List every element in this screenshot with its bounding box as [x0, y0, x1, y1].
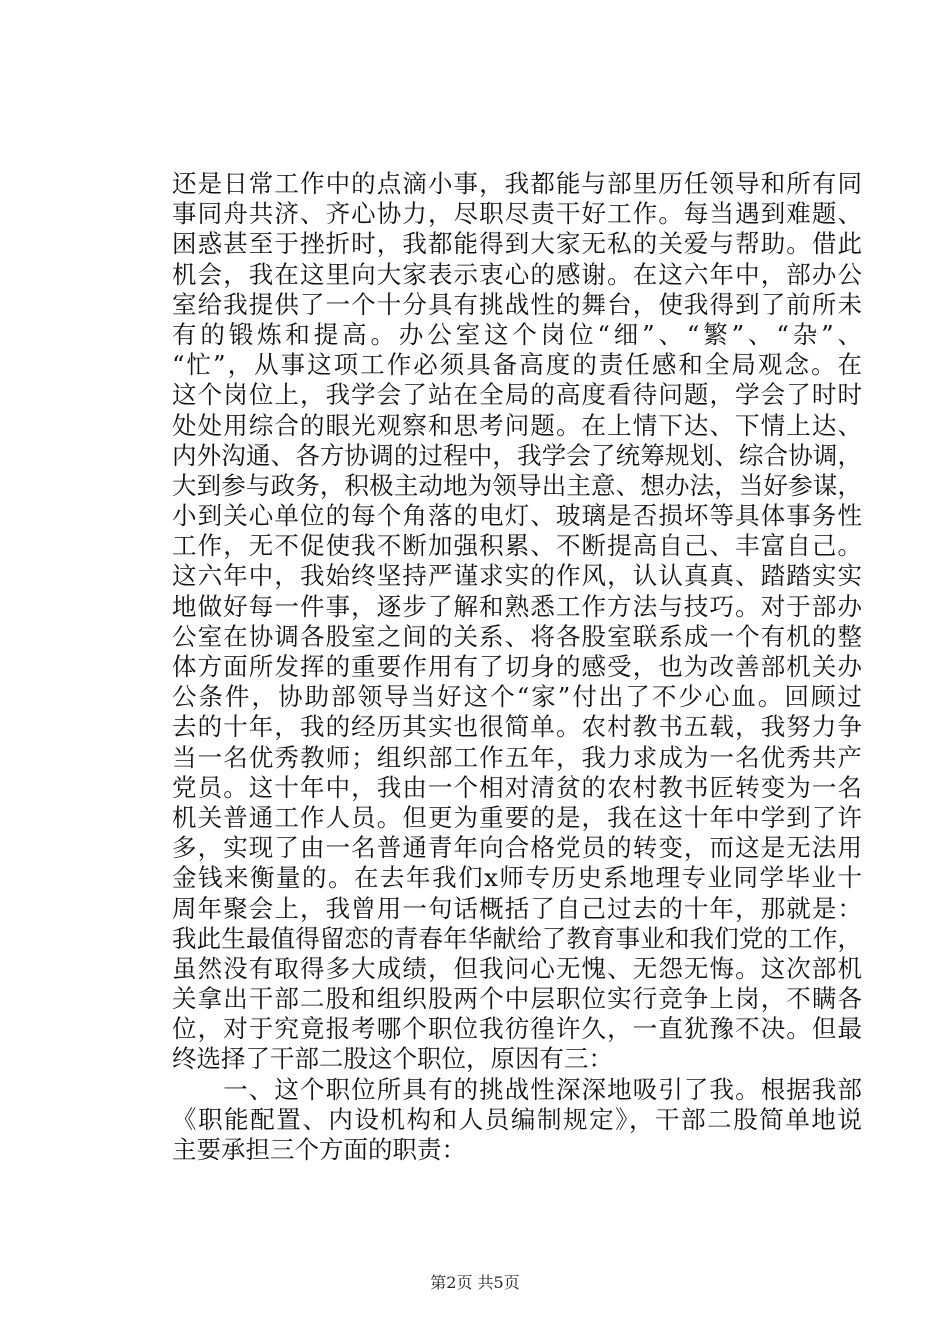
text-line: 机关普通工作人员。但更为重要的是，我在这十年中学到了许	[172, 802, 862, 832]
text-line: 当一名优秀教师；组织部工作五年，我力求成为一名优秀共产	[172, 742, 862, 772]
text-line: 位，对于究竟报考哪个职位我彷徨许久，一直犹豫不决。但最	[172, 1014, 862, 1044]
text-line: 虽然没有取得多大成绩，但我问心无愧、无怨无悔。这次部机	[172, 953, 862, 983]
page-footer: 第2页 共5页	[430, 1273, 520, 1292]
text-line: 内外沟通、各方协调的过程中，我学会了统筹规划、综合协调，	[172, 440, 862, 470]
text-line: 一、这个职位所具有的挑战性深深地吸引了我。根据我部	[172, 1074, 862, 1104]
text-line: 大到参与政务，积极主动地为领导出主意、想办法，当好参谋，	[172, 470, 862, 500]
text-line: 事同舟共济、齐心协力，尽职尽责干好工作。每当遇到难题、	[172, 199, 862, 229]
text-line: 困惑甚至于挫折时，我都能得到大家无私的关爱与帮助。借此	[172, 229, 862, 259]
text-line: 党员。这十年中，我由一个相对清贫的农村教书匠转变为一名	[172, 772, 862, 802]
text-line: 《职能配置、内设机构和人员编制规定》，干部二股简单地说	[172, 1104, 862, 1134]
text-line: 周年聚会上，我曾用一句话概括了自己过去的十年，那就是：	[172, 893, 862, 923]
text-line: 去的十年，我的经历其实也很简单。农村教书五载，我努力争	[172, 712, 862, 742]
text-line: 多，实现了由一名普通青年向合格党员的转变，而这是无法用	[172, 833, 862, 863]
text-line: 体方面所发挥的重要作用有了切身的感受，也为改善部机关办	[172, 652, 862, 681]
text-line: 还是日常工作中的点滴小事，我都能与部里历任领导和所有同	[172, 169, 862, 198]
text-line: 工作，无不促使我不断加强积累、不断提高自己、丰富自己。	[172, 531, 862, 561]
text-line: 室给我提供了一个十分具有挑战性的舞台，使我得到了前所未	[172, 289, 862, 319]
text-line: 我此生最值得留恋的青春年华献给了教育事业和我们党的工作，	[172, 923, 862, 953]
text-line: 这六年中，我始终坚持严谨求实的作风，认认真真、踏踏实实	[172, 561, 862, 591]
text-line: 主要承担三个方面的职责：	[172, 1135, 466, 1164]
text-line: 公条件，协助部领导当好这个“家”付出了不少心血。回顾过	[172, 682, 862, 712]
text-line: 终选择了干部二股这个职位，原因有三：	[172, 1044, 613, 1074]
text-line: 关拿出干部二股和组织股两个中层职位实行竞争上岗，不瞒各	[172, 984, 862, 1014]
text-line: 金钱来衡量的。在去年我们x师专历史系地理专业同学毕业十	[172, 863, 862, 893]
text-line: 机会，我在这里向大家表示衷心的感谢。在这六年中，部办公	[172, 259, 862, 289]
text-line: 公室在协调各股室之间的关系、将各股室联系成一个有机的整	[172, 621, 862, 651]
text-line: 处处用综合的眼光观察和思考问题。在上情下达、下情上达、	[172, 410, 862, 440]
text-line: 地做好每一件事，逐步了解和熟悉工作方法与技巧。对于部办	[172, 591, 862, 621]
text-line: 这个岗位上，我学会了站在全局的高度看待问题，学会了时时	[172, 380, 862, 410]
text-line: “忙”，从事这项工作必须具备高度的责任感和全局观念。在	[172, 350, 862, 380]
body-text	[172, 169, 862, 1165]
text-line: 有的锻炼和提高。办公室这个岗位“细”、“繁”、“杂”、	[172, 319, 862, 349]
text-line: 小到关心单位的每个角落的电灯、玻璃是否损坏等具体事务性	[172, 501, 862, 531]
